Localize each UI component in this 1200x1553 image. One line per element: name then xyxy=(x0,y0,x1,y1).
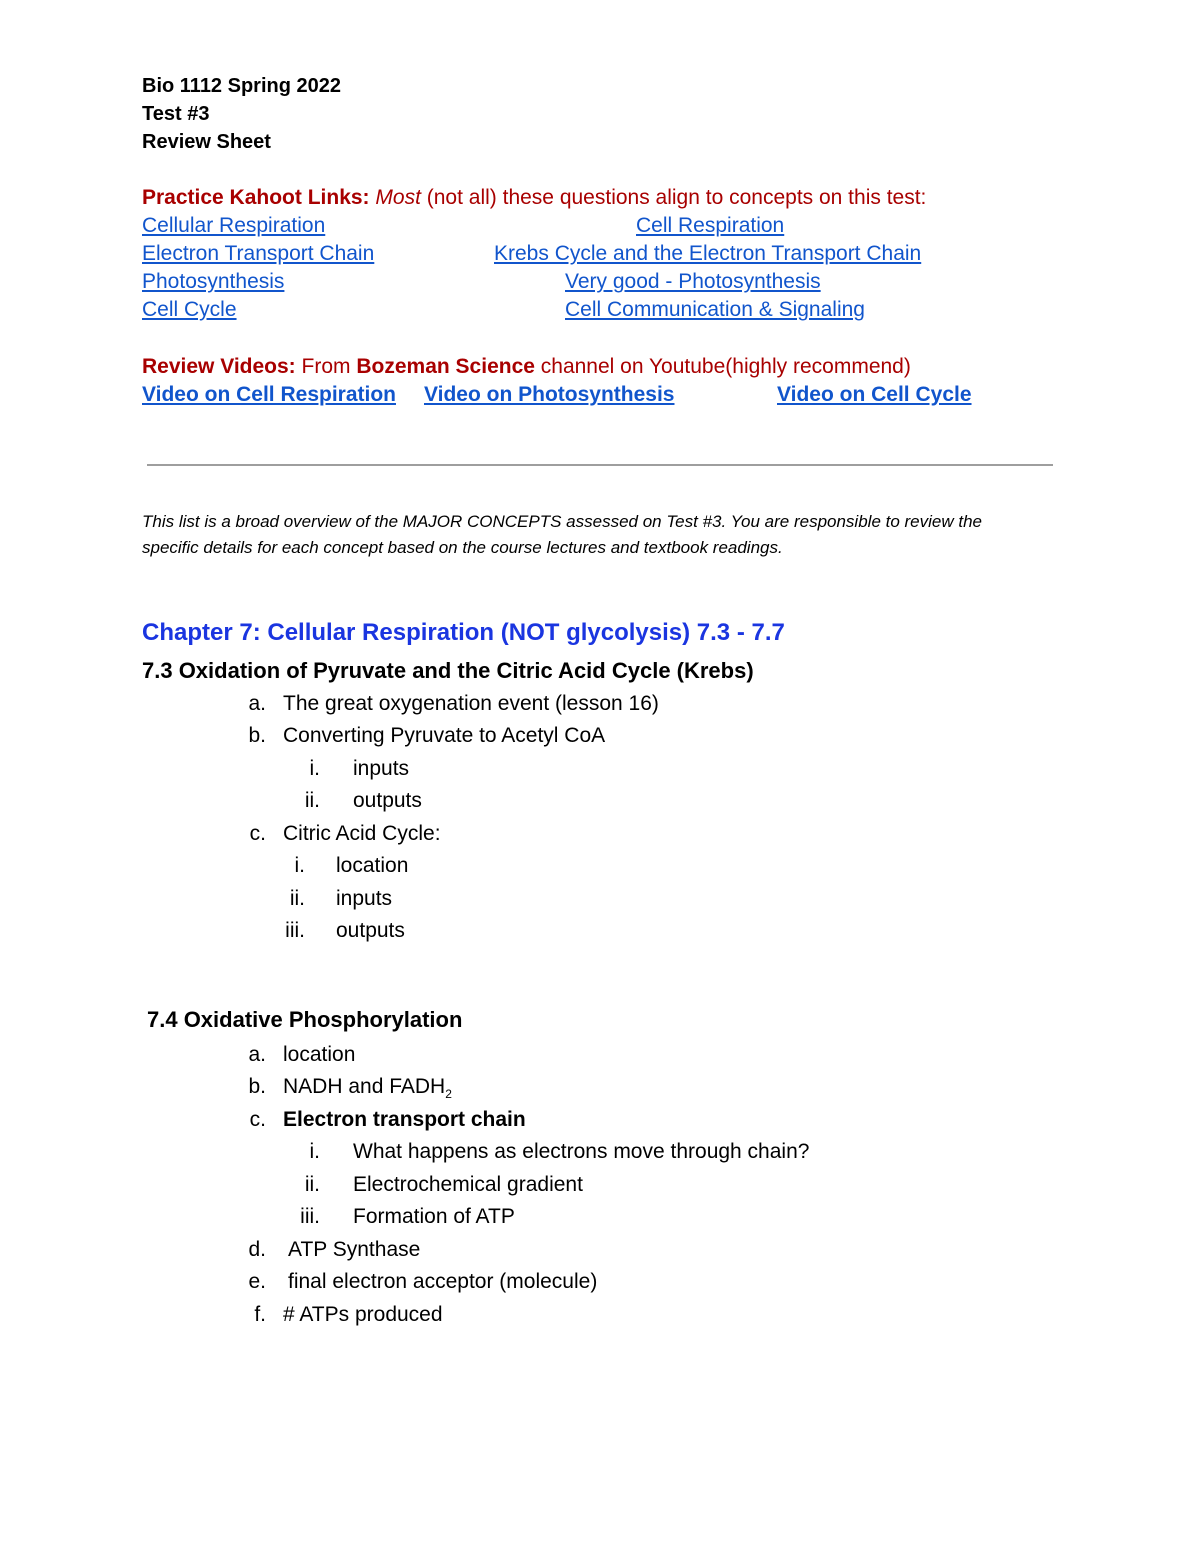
list-item: Formation of ATP xyxy=(353,1205,515,1228)
list-item: ATP Synthase xyxy=(288,1238,421,1261)
review-videos-channel: Bozeman Science xyxy=(356,355,535,378)
review-videos-from: From xyxy=(295,355,357,378)
course-title: Bio 1112 Spring 2022 xyxy=(142,75,341,97)
list-item: inputs xyxy=(353,757,410,780)
list-marker: a. xyxy=(248,692,266,715)
list-marker: i. xyxy=(309,1140,320,1163)
kahoot-link-cell-cycle[interactable]: Cell Cycle xyxy=(142,298,237,321)
list-marker: iii. xyxy=(300,1205,320,1228)
list-marker: f. xyxy=(254,1303,266,1326)
kahoot-link-very-good-photosynthesis[interactable]: Very good - Photosynthesis xyxy=(565,270,821,293)
list-item: The great oxygenation event (lesson 16) xyxy=(283,692,659,715)
list-marker: a. xyxy=(248,1043,266,1066)
video-link-photosynthesis[interactable]: Video on Photosynthesis xyxy=(424,383,675,406)
kahoot-link-cell-communication[interactable]: Cell Communication & Signaling xyxy=(565,298,865,321)
review-videos-label: Review Videos: xyxy=(142,355,296,378)
list-marker: i. xyxy=(309,757,320,780)
section-7-4-heading: 7.4 Oxidative Phosphorylation xyxy=(147,1007,463,1032)
list-marker: ii. xyxy=(304,789,320,812)
kahoot-link-electron-transport-chain[interactable]: Electron Transport Chain xyxy=(142,242,375,265)
list-marker: c. xyxy=(249,1108,266,1131)
subscript-two: 2 xyxy=(445,1087,452,1102)
list-marker: iii. xyxy=(285,919,305,942)
list-marker: b. xyxy=(248,1075,266,1098)
kahoot-rest: (not all) these questions align to concepts on this test: xyxy=(420,186,927,209)
review-videos-intro xyxy=(142,353,911,381)
overview-note-line1: This list is a broad overview of the MAJOR CONCEPTS assessed on Test #3. You are responsible to review the xyxy=(142,512,982,531)
list-item: What happens as electrons move through chain? xyxy=(353,1140,810,1163)
list-marker: e. xyxy=(248,1270,266,1293)
list-marker: ii. xyxy=(289,887,305,910)
section-7-3-heading: 7.3 Oxidation of Pyruvate and the Citric Acid Cycle (Krebs) xyxy=(142,658,754,683)
overview-note-line2: specific details for each concept based on the course lectures and textbook readings. xyxy=(142,538,783,557)
kahoot-link-cell-respiration[interactable]: Cell Respiration xyxy=(636,214,785,237)
video-link-cell-respiration[interactable]: Video on Cell Respiration xyxy=(142,383,396,406)
kahoot-link-krebs-etc[interactable]: Krebs Cycle and the Electron Transport Chain xyxy=(494,242,922,265)
review-videos-rest: channel on Youtube(highly recommend) xyxy=(534,355,911,378)
video-link-cell-cycle[interactable]: Video on Cell Cycle xyxy=(777,383,972,406)
chapter-heading: Chapter 7: Cellular Respiration (NOT glycolysis) 7.3 - 7.7 xyxy=(142,619,785,646)
list-item: Electrochemical gradient xyxy=(353,1173,583,1196)
nadh-fadh-text: NADH and FADH xyxy=(283,1075,446,1098)
list-marker: b. xyxy=(248,724,266,747)
list-item: Citric Acid Cycle: xyxy=(283,822,441,845)
list-marker: ii. xyxy=(304,1173,320,1196)
kahoot-intro xyxy=(142,184,926,212)
list-marker: d. xyxy=(248,1238,266,1261)
kahoot-label: Practice Kahoot Links: xyxy=(142,186,370,209)
list-item: # ATPs produced xyxy=(283,1303,443,1326)
list-item: Converting Pyruvate to Acetyl CoA xyxy=(283,724,606,747)
kahoot-emph: Most xyxy=(375,186,421,209)
list-item: outputs xyxy=(336,919,405,942)
list-item: location xyxy=(283,1043,356,1066)
list-item: final electron acceptor (molecule) xyxy=(288,1270,598,1293)
sheet-title: Review Sheet xyxy=(142,131,271,153)
list-marker: c. xyxy=(249,822,266,845)
list-marker: i. xyxy=(294,854,305,877)
kahoot-link-photosynthesis[interactable]: Photosynthesis xyxy=(142,270,285,293)
test-title: Test #3 xyxy=(142,103,210,125)
list-item xyxy=(283,1072,452,1109)
horizontal-divider xyxy=(147,464,1053,466)
list-item: Electron transport chain xyxy=(283,1108,526,1131)
list-item: outputs xyxy=(353,789,422,812)
list-item: inputs xyxy=(336,887,393,910)
list-item: location xyxy=(336,854,409,877)
kahoot-link-cellular-respiration[interactable]: Cellular Respiration xyxy=(142,214,326,237)
